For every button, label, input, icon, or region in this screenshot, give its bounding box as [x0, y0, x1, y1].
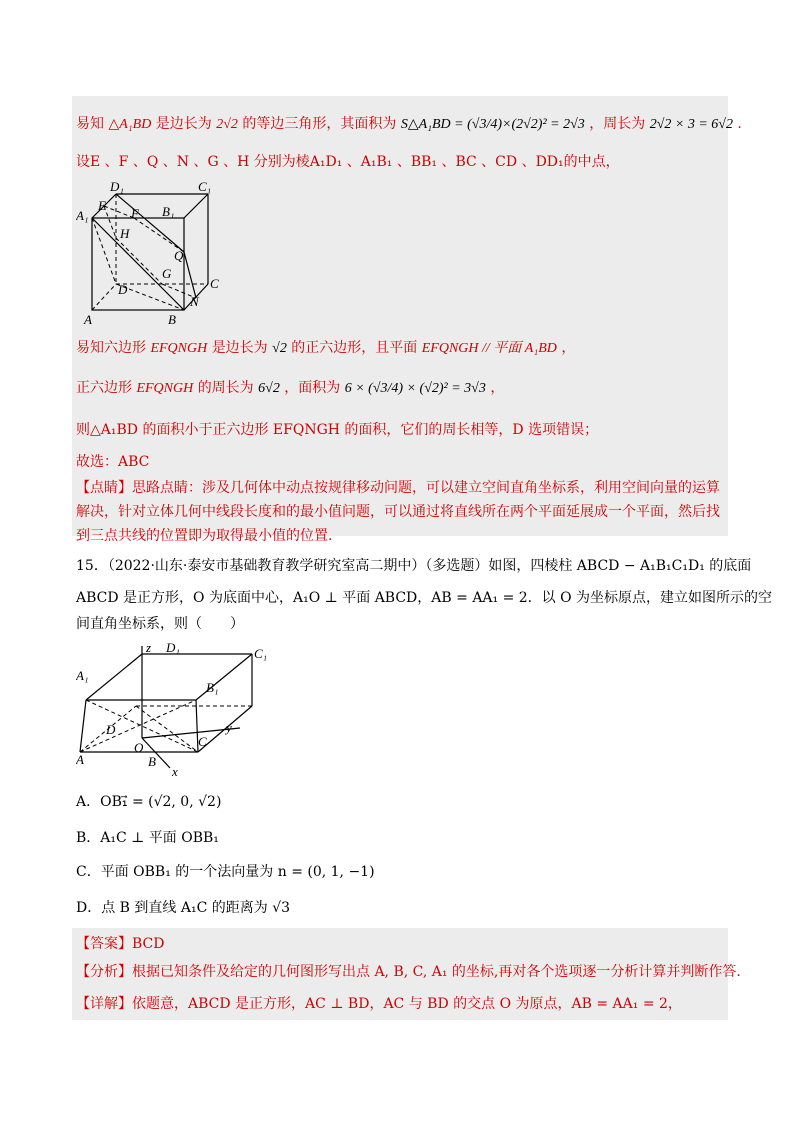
analysis-text: 根据已知条件及给定的几何图形写出点 A, B, C, A₁ 的坐标,再对各个选项逐一分析计算并判断作答. [132, 964, 741, 980]
math-hexagon: EFQNGH [136, 381, 194, 396]
text: 的正六边形，且平面 [291, 340, 418, 356]
problem-line-1: 15．（2022·山东·泰安市基础教育教学研究室高二期中）（多选题）如图，四棱柱 ABCD − A₁B₁C₁D₁ 的底面 [76, 558, 752, 574]
text: ， [490, 380, 505, 396]
math-perimeter: 2√2 × 3 = 6√2 [649, 117, 733, 132]
hidden-edge [92, 284, 116, 310]
cube-label: B₁ [162, 204, 175, 219]
math-side: √2 [272, 341, 287, 356]
solution-line-6: 故选：ABC [76, 454, 150, 470]
math-area: S△A₁BD = (√3/4)×(2√2)² = 2√3 [400, 117, 585, 132]
tip-text: 思路点睛：涉及几何体中动点按规律移动问题，可以建立空间直角坐标系，利用空间向量的运算解决，针对立体几何中线段长度和的最小值问题，可以通过将直线所在两个平面延展成一个平面，然后找到三点共线的位置即为取得最小值的位置. [76, 480, 720, 544]
answer-label: 【答案】 [76, 936, 132, 952]
hidden-edge [136, 706, 198, 752]
prism-label: x [172, 764, 178, 779]
option-c: C．平面 OBB₁ 的一个法向量为 n = (0, 1, −1) [76, 864, 375, 880]
cube-label: C₁ [198, 180, 212, 194]
prism-label: A₁ [76, 668, 89, 683]
solution-line-1 [76, 114, 742, 135]
answer-text: BCD [132, 936, 165, 952]
text: . [737, 116, 742, 132]
diagonal [92, 218, 184, 310]
cube-label: E [98, 198, 106, 213]
cube-label: H [120, 226, 130, 241]
cube-label: A [84, 312, 92, 327]
detail-line [76, 994, 682, 1014]
cube-label: F [131, 206, 139, 221]
math-plane: EFQNGH // 平面 A₁BD [421, 341, 557, 356]
text: 的等边三角形，其面积为 [242, 116, 397, 132]
hidden-edge [116, 238, 162, 284]
edge [184, 252, 196, 298]
math-area: 6 × (√3/4) × (√2)² = 3√3 [344, 381, 486, 396]
math-triangle: △A₁BD [108, 117, 152, 132]
text: ， [561, 340, 576, 356]
edge [80, 700, 86, 752]
prism-label: C [198, 734, 207, 749]
cube-label: N [190, 294, 199, 309]
prism-label: C₁ [254, 646, 268, 661]
text: 正六边形 [76, 380, 132, 396]
tip-paragraph [76, 476, 722, 548]
math-perimeter: 6√2 [258, 381, 280, 396]
prism-label: B₁ [206, 680, 219, 695]
analysis-line [76, 962, 741, 982]
math-side: 2√2 [216, 117, 238, 132]
hidden-edge [104, 206, 134, 218]
prism-label: z [146, 640, 152, 655]
hidden-edge [134, 218, 184, 252]
diagonal [116, 194, 184, 252]
cube-figure [76, 180, 226, 328]
cube-label: D₁ [110, 180, 124, 194]
detail-label: 【详解】 [76, 996, 132, 1012]
text: ，面积为 [284, 380, 341, 396]
edge [196, 654, 252, 700]
prism-label: y [226, 720, 232, 735]
answer-line [76, 934, 164, 954]
cube-label: Q [174, 248, 184, 263]
analysis-label: 【分析】 [76, 964, 132, 980]
prism-label: D [106, 722, 116, 737]
solution-line-4 [76, 378, 504, 399]
detail-text: 依题意，ABCD 是正方形，AC ⊥ BD，AC 与 BD 的交点 O 为原点，AB = AA₁ = 2， [132, 996, 682, 1012]
prism-label: B [148, 754, 156, 769]
problem-line-3: 间直角坐标系，则（ ） [76, 616, 244, 632]
cube-label: B [168, 312, 176, 327]
cube-label: G [162, 266, 172, 281]
prism-figure [76, 640, 286, 780]
problem-line-2: ABCD 是正方形，O 为底面中心，A₁O ⊥ 平面 ABCD，AB = AA₁ = 2．以 O 为坐标原点，建立如图所示的空 [76, 590, 773, 606]
x-axis [142, 738, 170, 768]
math-hexagon: EFQNGH [150, 341, 208, 356]
prism-label: O [134, 740, 144, 755]
text: 易知六边形 [76, 340, 146, 356]
option-a: A．OB₁⃗ = (√2, 0, √2) [76, 794, 222, 810]
tip-label: 【点睛】 [76, 480, 132, 496]
cube-label: A₁ [76, 208, 89, 223]
text: 的周长为 [197, 380, 254, 396]
text: 是边长为 [211, 340, 268, 356]
solution-line-2: 设E 、F 、Q 、N 、G 、H 分别为棱A₁D₁ 、A₁B₁ 、BB₁ 、BC 、CD 、DD₁的中点， [76, 154, 620, 170]
option-d: D．点 B 到直线 A₁C 的距离为 √3 [76, 900, 291, 916]
solution-line-3 [76, 338, 575, 359]
option-b: B．A₁C ⊥ 平面 OBB₁ [76, 830, 219, 846]
edge [86, 654, 142, 700]
text: 是边长为 [155, 116, 212, 132]
cube-label: D [118, 282, 128, 297]
cube-label: C [210, 276, 219, 291]
prism-label: D₁ [166, 640, 180, 655]
edge [184, 194, 208, 218]
text: 易知 [76, 116, 104, 132]
text: ，周长为 [589, 116, 646, 132]
solution-line-5: 则△A₁BD 的面积小于正六边形 EFQNGH 的面积，它们的周长相等，D 选项错误； [76, 422, 599, 438]
prism-label: A [76, 752, 84, 767]
